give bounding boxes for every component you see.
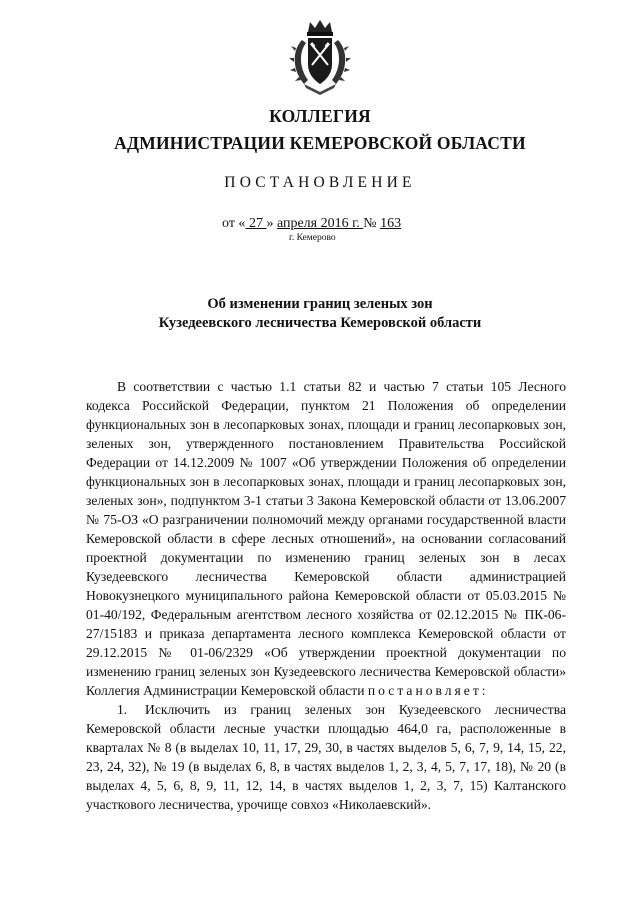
- coat-of-arms-icon: [288, 18, 352, 96]
- org-name-line-2: АДМИНИСТРАЦИИ КЕМЕРОВСКОЙ ОБЛАСТИ: [114, 133, 526, 153]
- subject-line-2: Кузедеевского лесничества Кемеровской области: [158, 315, 482, 331]
- item-1-number: 1.: [117, 702, 128, 717]
- org-name-line-1: КОЛЛЕГИЯ: [269, 106, 371, 126]
- date-prefix: от «: [222, 216, 246, 231]
- resolves-word: постановляет:: [367, 683, 489, 698]
- document-body: [86, 377, 566, 814]
- item-1-text: Исключить из границ зеленых зон Кузедеевского лесничества Кемеровской области лесные участки площадью 464,0 га, расположенные в кварталах № 8 (в выделах 10, 11, 17, 29, 30, в частях выделов 5, 6, 7, 9, 14, 15, 22, 23, 24, 32), № 19 (в выделах 6, 8, в частях выделов 1, 2, 3, 4, 5, 7, 17, 18), № 20 (в выделах 4, 5, 6, 8, 9, 11, 12, 14, в частях выделов 1, 2, 3, 7, 15) Калтанского участкового лесничества, урочище совхоз «Николаевский».: [86, 702, 566, 812]
- issue-city: г. Кемерово: [289, 233, 336, 243]
- document-number: 163: [380, 216, 402, 231]
- date-day: 27: [245, 216, 267, 231]
- preamble-text: В соответствии с частью 1.1 статьи 82 и частью 7 статьи 105 Лесного кодекса Российской Федерации, пунктом 21 Положения об определении функциональных зон в лесопарковых зонах, площади и границ лесопарковых зон, зеленых зон, утвержденного постановлением Правительства Российской Федерации от 14.12.2009 № 1007 «Об утверждении Положения об определении функциональных зон в лесопарковых зонах, площади и границ лесопарковых зон, зеленых зон», подпунктом 3-1 статьи 3 Закона Кемеровской области от 13.06.2007 № 75-ОЗ «О разграничении полномочий между органами государственной власти Кемеровской области в сфере лесных отношений», на основании согласований проектной документации по изменению границ зеленых зон в лесах Кузедеевского лесничества Кемеровской области администрацией Новокузнецкого муниципального района Кемеровской области от 05.03.2015 № 01-40/192, Федеральным агентством лесного хозяйства от 02.12.2015 № ПК-06-27/15183 и приказа департамента лесного комплекса Кемеровской области от 29.12.2015 № 01-06/2329 «Об утверждении проектной документации по изменению границ зеленых зон Кузедеевского лесничества Кемеровской области» Коллегия Администрации Кемеровской области: [86, 379, 566, 698]
- document-type: ПОСТАНОВЛЕНИЕ: [224, 174, 416, 191]
- preamble-paragraph: [86, 377, 566, 700]
- number-label: №: [363, 216, 381, 231]
- date-month-year: апреля 2016 г.: [276, 216, 364, 231]
- date-mid: »: [266, 216, 277, 231]
- date-number-line: [222, 216, 401, 232]
- item-1-paragraph: [86, 700, 566, 814]
- subject-line-1: Об изменении границ зеленых зон: [207, 296, 433, 312]
